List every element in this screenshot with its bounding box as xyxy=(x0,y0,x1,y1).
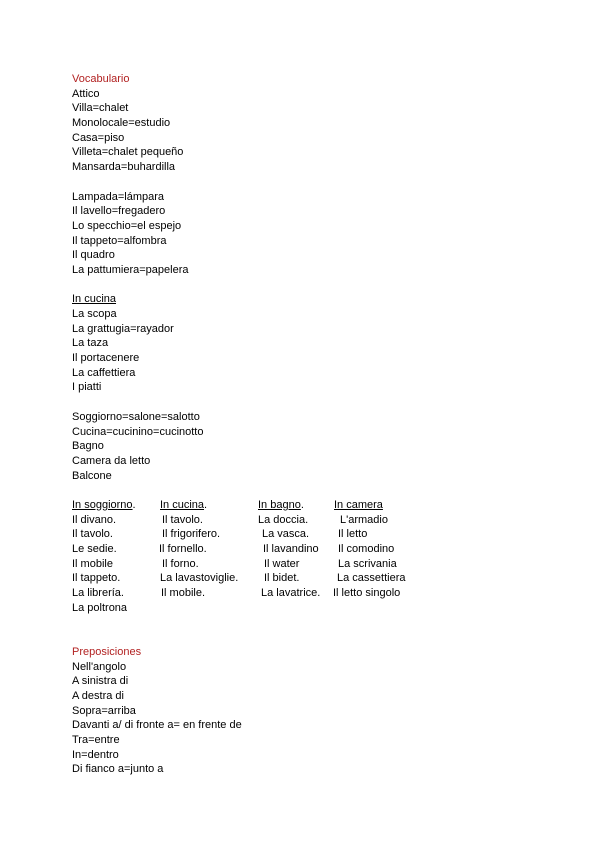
table-cell: Il tappeto. xyxy=(72,572,121,585)
list-item: I piatti xyxy=(72,381,102,394)
list-item: Attico xyxy=(72,87,100,100)
room-header-label: In cucina xyxy=(160,498,205,511)
spacer xyxy=(72,278,532,293)
list-item: Mansarda=buhardilla xyxy=(72,161,176,174)
room-header-soggiorno xyxy=(72,498,136,513)
table-cell: Il divano. xyxy=(72,513,117,526)
list-item: Il lavello=fregadero xyxy=(72,205,166,218)
list-item: Il portacenere xyxy=(72,352,140,365)
kitchen-heading: In cucina xyxy=(72,293,117,306)
table-cell: La doccia. xyxy=(258,513,309,526)
room-header-label: In soggiorno xyxy=(72,498,133,511)
list-item: Davanti a/ di fronte a= en frente de xyxy=(72,719,242,732)
list-item: La grattugia=rayador xyxy=(72,322,174,335)
table-cell: Il tavolo. xyxy=(72,528,113,541)
room-header-suffix: . xyxy=(132,498,136,511)
list-item: Cucina=cucinino=cucinotto xyxy=(72,425,204,438)
list-item: Soggiorno=salone=salotto xyxy=(72,410,200,423)
list-item: La caffettiera xyxy=(72,366,136,379)
list-item: La pattumiera=papelera xyxy=(72,263,189,276)
list-item: A destra di xyxy=(72,689,124,702)
spacer xyxy=(72,615,532,630)
list-item: Lampada=lámpara xyxy=(72,190,165,203)
list-item: Il tappeto=alfombra xyxy=(72,234,167,247)
room-table-header xyxy=(72,498,532,513)
table-row xyxy=(72,527,532,542)
list-item: Camera da letto xyxy=(72,454,151,467)
list-item: Sopra=arriba xyxy=(72,704,136,717)
table-cell: Il mobile xyxy=(72,557,113,570)
table-cell: Il mobile. xyxy=(161,587,206,600)
list-item: Casa=piso xyxy=(72,131,125,144)
spacer xyxy=(72,483,532,498)
list-item: Nell'angolo xyxy=(72,660,127,673)
table-cell: Il water xyxy=(264,557,300,570)
table-row xyxy=(72,571,532,586)
table-cell: Il forno. xyxy=(162,557,199,570)
spacer xyxy=(72,395,532,410)
room-header-label: In bagno xyxy=(258,498,301,511)
list-item: A sinistra di xyxy=(72,675,129,688)
table-cell: Il bidet. xyxy=(264,572,300,585)
list-item: La taza xyxy=(72,337,109,350)
list-item: In=dentro xyxy=(72,748,119,761)
document-page xyxy=(72,72,532,777)
list-item: Bagno xyxy=(72,440,104,453)
list-item: La poltrona xyxy=(72,601,128,614)
table-cell: La librería. xyxy=(72,587,124,600)
table-cell: Il fornello. xyxy=(159,543,207,555)
list-item: Di fianco a=junto a xyxy=(72,763,164,776)
list-item: Tra=entre xyxy=(72,733,120,746)
list-item: Villa=chalet xyxy=(72,102,129,115)
table-cell: Il letto xyxy=(338,528,368,541)
room-header-bagno xyxy=(258,498,304,513)
table-cell: La scrivania xyxy=(338,557,397,570)
table-cell: La cassettiera xyxy=(337,572,406,585)
list-item: Balcone xyxy=(72,469,112,482)
room-header-camera xyxy=(334,498,383,513)
preposiciones-heading: Preposiciones xyxy=(72,645,142,658)
list-item: La scopa xyxy=(72,308,117,320)
room-header-label: In camera xyxy=(334,498,383,511)
table-row xyxy=(72,513,532,528)
table-row xyxy=(72,557,532,572)
table-row xyxy=(72,542,532,557)
list-item: Lo specchio=el espejo xyxy=(72,219,182,232)
list-item: Monolocale=estudio xyxy=(72,117,171,130)
spacer xyxy=(72,630,532,645)
list-item: Villeta=chalet pequeño xyxy=(72,146,184,159)
room-header-suffix: . xyxy=(204,498,208,511)
spacer xyxy=(72,175,532,190)
table-cell: La lavatrice. xyxy=(261,587,321,600)
table-cell: L'armadio xyxy=(340,513,388,526)
room-header-suffix: . xyxy=(300,498,304,511)
table-cell: Il lavandino xyxy=(263,543,319,555)
table-cell: Il comodino xyxy=(338,543,395,555)
table-cell: La vasca. xyxy=(262,528,310,541)
table-cell: La lavastoviglie. xyxy=(160,572,239,585)
table-cell: Il frigorifero. xyxy=(162,528,221,541)
table-cell: Il tavolo. xyxy=(162,513,203,526)
table-cell: Il letto singolo xyxy=(333,587,401,600)
table-row xyxy=(72,586,532,601)
vocabulario-heading: Vocabulario xyxy=(72,73,130,85)
table-cell: Le sedie. xyxy=(72,543,117,555)
room-header-cucina xyxy=(160,498,207,513)
list-item: Il quadro xyxy=(72,249,115,262)
